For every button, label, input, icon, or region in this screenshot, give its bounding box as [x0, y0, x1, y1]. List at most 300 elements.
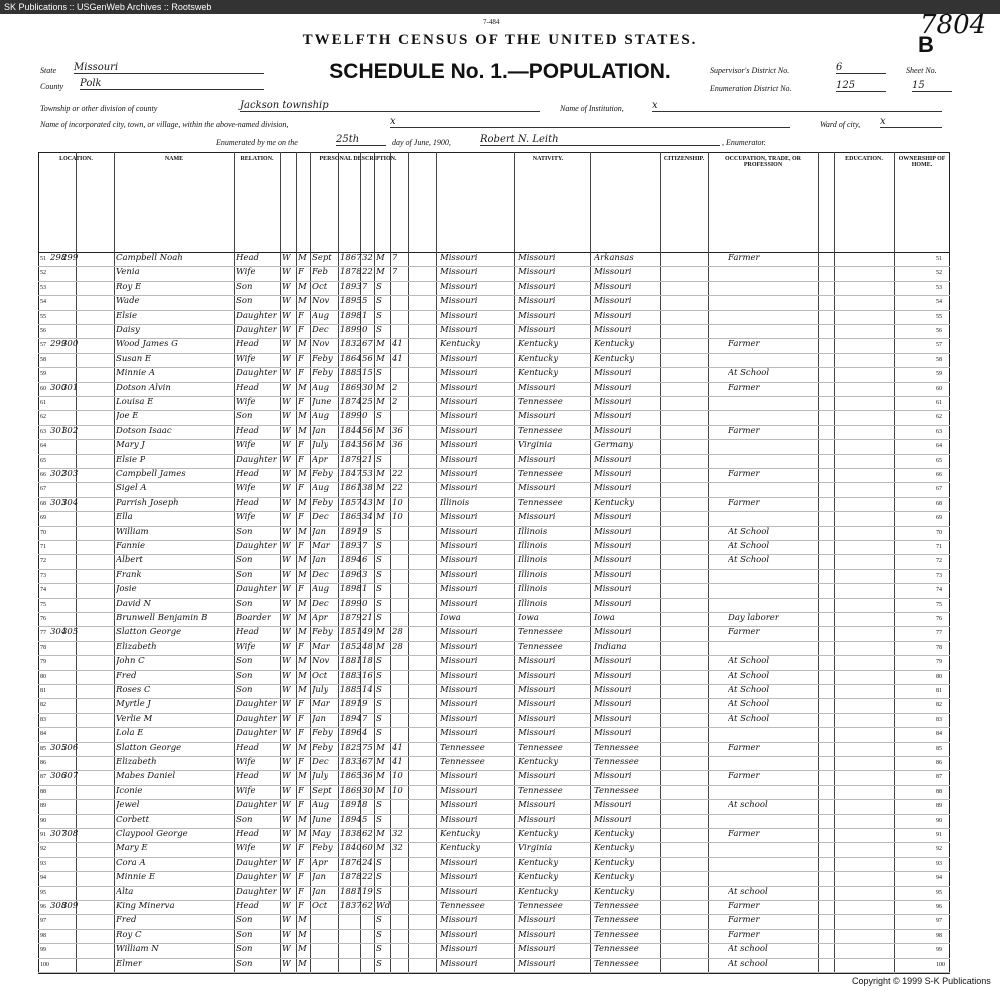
sex: M [298, 670, 307, 681]
relation: Daughter [236, 325, 277, 335]
table-row [38, 295, 950, 310]
age: 18 [362, 656, 373, 667]
state-value: Missouri [74, 62, 264, 74]
birthplace-father: Kentucky [518, 757, 559, 767]
age: 9 [362, 526, 368, 537]
table-row [38, 785, 950, 800]
table-row [38, 511, 950, 526]
occupation: Farmer [728, 382, 760, 393]
birthplace-person: Missouri [440, 353, 478, 364]
marital-condition: S [376, 699, 382, 710]
line-number-right: 81 [936, 688, 942, 694]
years-married: 41 [392, 353, 403, 364]
birth-year: 1832 [340, 339, 362, 350]
line-number-right: 80 [936, 673, 942, 680]
marital-condition: M [376, 757, 385, 767]
birthplace-father: Kentucky [518, 339, 559, 350]
age: 75 [362, 742, 373, 753]
line-number-right: 92 [936, 846, 942, 853]
institution-label: Name of Institution, [560, 104, 624, 113]
line-number: 80 [40, 673, 46, 680]
birthplace-person: Missouri [440, 382, 478, 393]
relation: Son [236, 670, 253, 681]
birthplace-father: Missouri [518, 929, 556, 940]
relation: Son [236, 814, 253, 825]
birthplace-person: Missouri [440, 325, 478, 335]
birthplace-person: Missouri [440, 397, 478, 407]
sex: F [298, 483, 304, 494]
occupation: At School [728, 699, 770, 710]
relation: Wife [236, 785, 256, 796]
birth-year: 1825 [340, 742, 362, 753]
marital-condition: S [376, 713, 382, 724]
birthplace-person: Illinois [440, 497, 470, 508]
age: 34 [362, 512, 373, 523]
line-number: 84 [40, 731, 46, 738]
birth-month: Oct [312, 281, 328, 292]
birth-year: 1869 [340, 785, 362, 796]
birthplace-person: Missouri [440, 800, 478, 811]
birthplace-person: Missouri [440, 454, 478, 465]
color: W [282, 526, 291, 537]
table-row [38, 266, 950, 281]
person-name: Joe E [116, 411, 139, 422]
table-row [38, 310, 950, 325]
age: 14 [362, 685, 373, 695]
birth-month: Feby [312, 368, 333, 379]
color: W [282, 670, 291, 681]
person-name: Mabes Daniel [116, 771, 176, 782]
line-number-right: 72 [936, 558, 942, 565]
birth-month: Dec [312, 325, 329, 335]
line-number: 98 [40, 932, 46, 939]
birthplace-mother: Kentucky [594, 353, 635, 364]
age: 8 [362, 800, 368, 811]
marital-condition: M [376, 627, 385, 638]
birthplace-mother: Tennessee [594, 944, 639, 955]
birthplace-mother: Tennessee [594, 915, 639, 926]
sex: F [298, 857, 304, 868]
birthplace-father: Tennessee [518, 425, 563, 436]
relation: Wife [236, 267, 256, 278]
relation: Head [236, 742, 259, 753]
years-married: 10 [392, 512, 403, 523]
birthplace-father: Missouri [518, 325, 556, 335]
marital-condition: S [376, 800, 382, 811]
line-number-right: 100 [936, 961, 945, 968]
person-name: Campbell James [116, 469, 186, 479]
line-number-right: 57 [936, 342, 942, 349]
birth-month: Nov [312, 296, 330, 307]
relation: Daughter [236, 454, 277, 465]
relation: Wife [236, 440, 256, 451]
table-row [38, 929, 950, 944]
birthplace-mother: Indiana [594, 641, 627, 652]
birth-year: 1883 [340, 670, 362, 681]
birthplace-father: Tennessee [518, 901, 563, 911]
line-number: 78 [40, 644, 46, 651]
line-number: 91 [40, 832, 46, 838]
color: W [282, 656, 291, 667]
line-number-right: 84 [936, 731, 942, 738]
birth-month: Dec [312, 757, 329, 767]
line-number: 83 [40, 716, 46, 723]
relation: Daughter [236, 368, 277, 379]
relation: Son [236, 411, 253, 422]
birthplace-mother: Missouri [594, 555, 632, 566]
birthplace-person: Missouri [440, 685, 478, 695]
occupation: Farmer [728, 497, 760, 508]
table-row [38, 857, 950, 872]
age: 5 [362, 296, 368, 307]
birthplace-father: Missouri [518, 296, 556, 307]
line-number-right: 54 [936, 299, 942, 306]
header-nativity: NATIVITY. [532, 156, 564, 162]
birth-year: 1833 [340, 757, 362, 767]
age: 36 [362, 771, 373, 782]
color: W [282, 325, 291, 335]
birth-year: 1881 [340, 886, 362, 897]
table-row [38, 252, 950, 267]
birthplace-mother: Missouri [594, 598, 632, 609]
birth-year: 1864 [340, 353, 362, 364]
table-row [38, 468, 950, 483]
person-name: Ella [116, 512, 133, 523]
person-name: Dotson Alvin [116, 382, 171, 393]
line-number: 77 [40, 630, 46, 637]
line-number-right: 96 [936, 904, 942, 910]
birthplace-mother: Missouri [594, 425, 632, 436]
table-row [38, 713, 950, 728]
color: W [282, 425, 291, 436]
marital-condition: M [376, 253, 385, 263]
person-name: Josie [116, 584, 137, 595]
table-row [38, 914, 950, 929]
relation: Daughter [236, 728, 277, 739]
birth-month: Feby [312, 742, 333, 753]
marital-condition: M [376, 267, 385, 278]
line-number-right: 65 [936, 457, 942, 464]
birth-month: Feby [312, 497, 333, 508]
line-number-right: 77 [936, 630, 942, 637]
table-row [38, 626, 950, 641]
age: 21 [362, 613, 373, 623]
person-name: Brunwell Benjamin B [116, 613, 208, 623]
birthplace-person: Missouri [440, 728, 478, 739]
birthplace-mother: Missouri [594, 771, 632, 782]
color: W [282, 483, 291, 494]
sex: F [298, 699, 304, 710]
birth-month: Dec [312, 598, 329, 609]
line-number-right: 59 [936, 371, 942, 378]
birth-month: Dec [312, 512, 329, 523]
sex: M [298, 627, 307, 638]
line-number-right: 51 [936, 256, 942, 262]
occupation: At school [728, 800, 768, 811]
color: W [282, 613, 291, 623]
line-number: 95 [40, 889, 46, 896]
birth-year: 1867 [340, 253, 362, 263]
age: 62 [362, 829, 373, 839]
table-row [38, 338, 950, 353]
state-label: State [40, 66, 56, 75]
line-number-right: 91 [936, 832, 942, 838]
birthplace-father: Missouri [518, 958, 556, 969]
enumerator-value: Robert N. Leith [480, 134, 720, 146]
marital-condition: M [376, 353, 385, 364]
birth-month: Apr [312, 454, 328, 465]
birthplace-father: Missouri [518, 944, 556, 955]
sex: M [298, 742, 307, 753]
age: 62 [362, 901, 373, 911]
dwelling-number: 307 [50, 829, 67, 839]
sex: M [298, 598, 307, 609]
birth-month: July [312, 771, 329, 782]
years-married: 32 [392, 843, 403, 854]
table-row [38, 367, 950, 382]
color: W [282, 929, 291, 940]
birthplace-person: Missouri [440, 411, 478, 422]
sex: F [298, 353, 304, 364]
age: 56 [362, 353, 373, 364]
age: 53 [362, 469, 373, 479]
birthplace-mother: Missouri [594, 296, 632, 307]
birthplace-person: Tennessee [440, 757, 485, 767]
table-row [38, 497, 950, 512]
birthplace-father: Missouri [518, 728, 556, 739]
line-number-right: 83 [936, 716, 942, 723]
marital-condition: S [376, 526, 382, 537]
birthplace-father: Missouri [518, 685, 556, 695]
birthplace-father: Illinois [518, 584, 548, 595]
relation: Son [236, 526, 253, 537]
relation: Wife [236, 512, 256, 523]
birthplace-mother: Missouri [594, 541, 632, 551]
years-married: 36 [392, 440, 403, 451]
person-name: Elizabeth [116, 641, 157, 652]
color: W [282, 944, 291, 955]
occupation: At School [728, 368, 770, 379]
birthplace-person: Missouri [440, 310, 478, 321]
birthplace-person: Missouri [440, 281, 478, 292]
birthplace-father: Tennessee [518, 469, 563, 479]
color: W [282, 411, 291, 422]
birthplace-person: Missouri [440, 872, 478, 883]
birthplace-person: Missouri [440, 296, 478, 307]
line-number: 68 [40, 500, 46, 507]
birth-year: 1894 [340, 814, 362, 825]
family-number: 301 [62, 382, 79, 393]
birthplace-father: Tennessee [518, 742, 563, 753]
line-number: 79 [40, 659, 46, 666]
city-value: x [390, 116, 790, 128]
age: 19 [362, 886, 373, 897]
enum-value: 125 [836, 80, 886, 92]
person-name: William [116, 526, 149, 537]
sex: F [298, 440, 304, 451]
sex: M [298, 613, 307, 623]
birth-year: 1891 [340, 800, 362, 811]
relation: Head [236, 425, 259, 436]
birth-year: 1851 [340, 627, 362, 638]
marital-condition: M [376, 829, 385, 839]
sex: M [298, 958, 307, 969]
birthplace-person: Kentucky [440, 843, 481, 854]
dwelling-number: 300 [50, 382, 67, 393]
birthplace-person: Missouri [440, 944, 478, 955]
family-number: 300 [62, 339, 79, 350]
line-number: 70 [40, 529, 46, 536]
marital-condition: S [376, 872, 382, 883]
birthplace-father: Missouri [518, 800, 556, 811]
relation: Son [236, 915, 253, 926]
marital-condition: M [376, 785, 385, 796]
table-row [38, 641, 950, 656]
line-number-right: 76 [936, 616, 942, 622]
table-row [38, 655, 950, 670]
age: 1 [362, 584, 368, 595]
sheet-label: Sheet No. [906, 66, 937, 75]
sex: M [298, 944, 307, 955]
years-married: 28 [392, 641, 403, 652]
person-name: Iconie [116, 785, 143, 796]
color: W [282, 368, 291, 379]
line-number: 60 [40, 385, 46, 392]
age: 56 [362, 440, 373, 451]
birthplace-mother: Missouri [594, 310, 632, 321]
birthplace-father: Illinois [518, 555, 548, 566]
years-married: 36 [392, 425, 403, 436]
color: W [282, 958, 291, 969]
birthplace-mother: Tennessee [594, 742, 639, 753]
marital-condition: S [376, 310, 382, 321]
birthplace-mother: Missouri [594, 685, 632, 695]
line-number: 73 [40, 572, 46, 579]
marital-condition: S [376, 915, 382, 926]
marital-condition: S [376, 569, 382, 580]
line-number: 65 [40, 457, 46, 464]
sex: M [298, 929, 307, 940]
birth-month: Feby [312, 353, 333, 364]
person-name: Wade [116, 296, 140, 307]
family-number: 309 [62, 901, 79, 911]
enumerator-label: , Enumerator. [722, 138, 766, 147]
birth-month: Oct [312, 670, 328, 681]
birth-year: 1885 [340, 368, 362, 379]
relation: Wife [236, 397, 256, 407]
sex: F [298, 454, 304, 465]
person-name: Claypool George [116, 829, 188, 839]
age: 0 [362, 325, 368, 335]
color: W [282, 713, 291, 724]
birthplace-person: Missouri [440, 958, 478, 969]
relation: Son [236, 958, 253, 969]
marital-condition: S [376, 296, 382, 307]
birthplace-father: Missouri [518, 382, 556, 393]
birthplace-mother: Missouri [594, 526, 632, 537]
occupation: Farmer [728, 253, 760, 263]
dwelling-number: 301 [50, 425, 67, 436]
line-number-right: 61 [936, 400, 942, 406]
marital-condition: M [376, 425, 385, 436]
line-number: 97 [40, 918, 46, 925]
birthplace-father: Illinois [518, 598, 548, 609]
birthplace-mother: Missouri [594, 584, 632, 595]
line-number: 54 [40, 299, 46, 306]
dwelling-number: 299 [50, 339, 67, 350]
sex: M [298, 339, 307, 350]
birthplace-mother: Missouri [594, 713, 632, 724]
years-married: 22 [392, 483, 403, 494]
marital-condition: S [376, 670, 382, 681]
occupation: At School [728, 526, 770, 537]
marital-condition: M [376, 641, 385, 652]
person-name: Slatton George [116, 742, 182, 753]
relation: Son [236, 281, 253, 292]
line-number-right: 86 [936, 760, 942, 766]
color: W [282, 843, 291, 854]
day-label: day of June, 1900, [392, 138, 451, 147]
sex: M [298, 829, 307, 839]
birthplace-father: Missouri [518, 771, 556, 782]
marital-condition: S [376, 454, 382, 465]
line-number-right: 85 [936, 745, 942, 752]
birthplace-mother: Missouri [594, 454, 632, 465]
color: W [282, 469, 291, 479]
relation: Head [236, 382, 259, 393]
color: W [282, 267, 291, 278]
birthplace-person: Missouri [440, 915, 478, 926]
person-name: Roy E [116, 281, 142, 292]
table-row [38, 540, 950, 555]
enumerated-label: Enumerated by me on the [216, 138, 298, 147]
years-married: 22 [392, 469, 403, 479]
line-number-right: 71 [936, 544, 942, 550]
birth-month: Feby [312, 843, 333, 854]
age: 48 [362, 641, 373, 652]
birth-month: Sept [312, 253, 332, 263]
birthplace-person: Missouri [440, 569, 478, 580]
family-number: 307 [62, 771, 79, 782]
age: 24 [362, 857, 373, 868]
marital-condition: S [376, 584, 382, 595]
supervisor-label: Supervisor's District No. [710, 66, 790, 75]
birth-year: 1896 [340, 569, 362, 580]
table-row [38, 454, 950, 469]
age: 38 [362, 483, 373, 494]
birth-year: 1837 [340, 901, 362, 911]
occupation: At School [728, 713, 770, 724]
line-number-right: 70 [936, 529, 942, 536]
color: W [282, 627, 291, 638]
table-row [38, 756, 950, 771]
marital-condition: S [376, 814, 382, 825]
ward-label: Ward of city, [820, 120, 861, 129]
person-name: Fred [116, 670, 137, 681]
line-number-right: 67 [936, 486, 942, 493]
person-name: Frank [116, 569, 142, 580]
marital-condition: M [376, 397, 385, 407]
family-number: 302 [62, 425, 79, 436]
birthplace-person: Missouri [440, 541, 478, 551]
line-number-right: 89 [936, 803, 942, 810]
table-row [38, 569, 950, 584]
birthplace-father: Iowa [518, 613, 539, 623]
birthplace-father: Missouri [518, 915, 556, 926]
birthplace-mother: Kentucky [594, 497, 635, 508]
line-number-right: 62 [936, 414, 942, 421]
line-number: 66 [40, 472, 46, 478]
